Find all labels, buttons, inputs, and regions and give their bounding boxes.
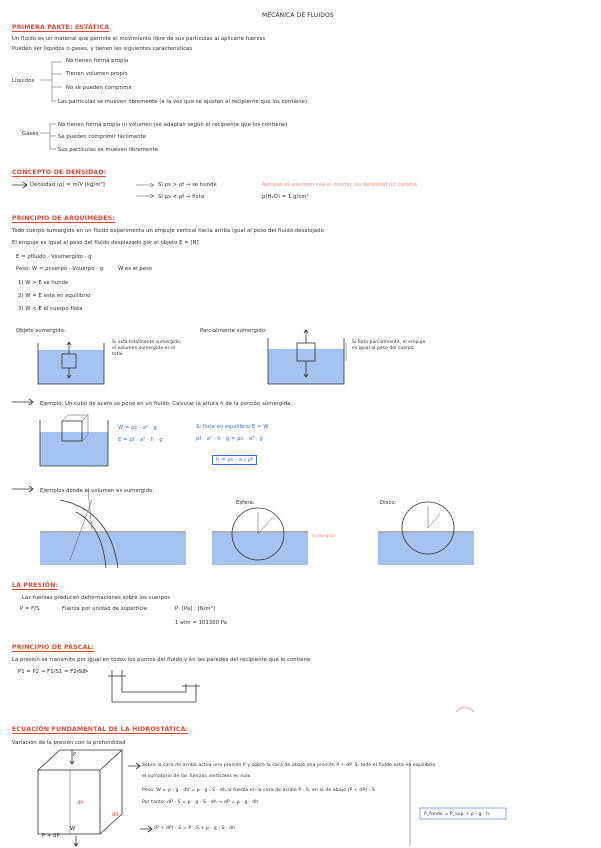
hidrostatica-p5: Por tanto: dP · S = ρ · g · S · dh → dP = ρ · g · dh bbox=[142, 800, 259, 805]
liquidos-item: No se pueden comprimir bbox=[66, 85, 133, 91]
cube-label-ds: dS bbox=[112, 812, 119, 818]
hidrostatica-p7: P_fondo = P_sup + ρ · g · h bbox=[424, 812, 490, 817]
pascal-formula: P1 = P2 ⇒ F1/S1 = F2/S2 bbox=[18, 669, 86, 675]
cube-label-pdp: P + dP bbox=[42, 833, 60, 839]
fig1-submerged-tank bbox=[38, 342, 104, 384]
hidrostatica-p2: Sobre la cara de arriba actúa una presión P y sobre la cara de abajo una presión P + dP. Si todo el fluido está en equilibrio bbox=[142, 763, 436, 768]
fig2-title: Parcialmente sumergido: bbox=[200, 328, 267, 334]
gases-item: Se pueden comprimir fácilmente bbox=[58, 134, 147, 140]
section-heading-pascal: PRINCIPIO DE PASCAL: bbox=[12, 644, 95, 651]
fig2-note: Si flota parcialmente, el empuje es igual al peso del cuerpo bbox=[352, 340, 426, 351]
example-f5: h = ρc · a / ρf bbox=[212, 455, 257, 465]
arrow-icon bbox=[12, 399, 33, 405]
fig2-floating-tank bbox=[268, 330, 346, 384]
section-heading-arquimedes: PRINCIPIO DE ARQUÍMEDES: bbox=[12, 215, 116, 222]
presion-p3: Fuerza por unidad de superficie bbox=[62, 606, 148, 612]
arrow-icon bbox=[140, 826, 152, 832]
fig4-title: Disco: bbox=[380, 500, 397, 506]
arrow-icon bbox=[128, 763, 140, 769]
arquimedes-c3: 3) W < E el cuerpo flota bbox=[18, 306, 83, 312]
arquimedes-p2: El empuje es igual al peso del fluido desplazado por el objeto E = [N] bbox=[12, 240, 199, 246]
liquidos-item: Las partículas se mueven libremente (a la vez que se ajustan al recipiente que los contiene) bbox=[58, 99, 308, 105]
arquimedes-c1: 1) W > E se hunde bbox=[18, 280, 69, 286]
result-box bbox=[420, 808, 506, 819]
pascal-p1: La presión se transmite por igual en todos los puntos del fluido y en las paredes del recipiente que lo contiene bbox=[12, 657, 311, 663]
densidad-def: Densidad (ρ) = m/V [kg/m³] bbox=[30, 182, 105, 188]
page-title: MECÁNICA DE FLUIDOS bbox=[262, 12, 334, 19]
hidrostatica-p1: Variación de la presión con la profundidad bbox=[12, 740, 126, 746]
section-heading-estatica: PRIMERA PARTE: ESTÁTICA bbox=[12, 24, 110, 31]
presion-unidad: P: [Pa] , [N/m²] bbox=[175, 606, 216, 612]
gases-item: No tienen forma propia ni volumen (se adaptan según el recipiente que los contiene) bbox=[58, 122, 288, 128]
arrow-icon bbox=[12, 486, 33, 492]
liquidos-item: No tienen forma propia bbox=[66, 58, 129, 64]
arrow-icon bbox=[76, 669, 88, 673]
hidrostatica-p6: (P + dP) · S = P · S + ρ · g · S · dh bbox=[154, 826, 236, 831]
arquimedes-p1: Todo cuerpo sumergido en un fluido experimenta un empuje vertical hacia arriba igual al peso del fluido desalojado bbox=[12, 228, 324, 234]
example-cube-tank bbox=[40, 415, 108, 466]
fig1-title: Objeto sumergido: bbox=[16, 328, 66, 334]
sumergido-label: sumergido bbox=[312, 533, 336, 538]
fig-curved-body bbox=[40, 490, 186, 568]
cube-label-p: P bbox=[73, 752, 77, 758]
section-heading-hidrostatica: ECUACIÓN FUNDAMENTAL DE LA HIDROSTÁTICA: bbox=[12, 726, 189, 733]
example-f3: Si flota en equilibrio E = W bbox=[196, 424, 269, 430]
cube-label-w: W bbox=[70, 826, 76, 832]
arrow-icon bbox=[136, 183, 154, 198]
densidad-note: Aunque el volumen sea el mismo, su densidad no cambia bbox=[262, 182, 418, 188]
decorative-stroke bbox=[456, 707, 474, 712]
densidad-flota: Si ρs < ρf → flota bbox=[158, 194, 205, 200]
example-f4: ρf · a² · h · g = ρc · a³ · g bbox=[196, 436, 263, 442]
gases-brace bbox=[40, 124, 56, 149]
arquimedes-e3: W es el peso bbox=[118, 266, 153, 272]
hidrostatica-p4: Peso: W = ρ · g · dV = ρ · g · S · dh la fuerza en la cara de arriba P · S, en la de abajo (P + dP) · S bbox=[142, 788, 375, 793]
hydrostatic-cube bbox=[38, 750, 122, 846]
presion-p1: Las fuerzas producen deformaciones sobre los cuerpos bbox=[22, 595, 171, 601]
arrow-icon bbox=[12, 182, 27, 188]
intro-line-2: Pueden ser líquidos o gases, y tienen las siguientes características bbox=[12, 46, 193, 52]
fig-sphere bbox=[212, 508, 308, 565]
gases-item: Sus partículas se mueven libremente bbox=[58, 147, 159, 153]
fig1-note: Si está totalmente sumergido, el volumen sumergido es el total bbox=[112, 340, 182, 357]
densidad-se-hunde: Si ρs > ρf → se hunde bbox=[158, 182, 217, 188]
densidad-agua: ρ(H₂O) = 1 g/cm³ bbox=[262, 194, 309, 200]
liquidos-label: Líquidos bbox=[12, 78, 35, 84]
section-heading-densidad: CONCEPTO DE DENSIDAD: bbox=[12, 169, 107, 176]
intro-line-1: Un fluido es un material que permite el movimiento libre de sus partículas al aplicarle fuerzas bbox=[12, 36, 266, 42]
pascal-u-tube bbox=[108, 670, 200, 702]
presion-atm: 1 atm = 101300 Pa bbox=[175, 620, 228, 626]
arquimedes-c2: 2) W = E está en equilibrio bbox=[18, 293, 91, 299]
cube-label-dh: dh bbox=[77, 800, 84, 806]
section-heading-presion: LA PRESIÓN: bbox=[12, 582, 59, 589]
presion-formula: P = F/S bbox=[20, 606, 40, 612]
example-f1: W = ρc · a² · g bbox=[118, 425, 157, 431]
arquimedes-e2: Peso: W = ρcuerpo · Vcuerpo · g bbox=[16, 266, 104, 272]
liquidos-brace bbox=[40, 62, 62, 102]
example-text: Ejemplo: Un cubo de acero se pone en un fluido. Calcular la altura h de la porción sumergida. bbox=[40, 401, 293, 407]
liquidos-item: Tienen volumen propio bbox=[66, 71, 128, 77]
example-f2: E = ρf · a² · h · g bbox=[118, 437, 163, 443]
gases-label: Gases bbox=[22, 131, 39, 137]
arquimedes-e1: E = ρfluido · Vsumergido · g bbox=[16, 254, 92, 260]
hidrostatica-p3: el sumatorio de las fuerzas verticales es nulo bbox=[142, 774, 251, 779]
fig-disc bbox=[378, 502, 474, 565]
fig3-title: Esfera: bbox=[236, 500, 255, 506]
bodies-title: Ejemplos donde el volumen es sumergido: bbox=[40, 488, 155, 494]
